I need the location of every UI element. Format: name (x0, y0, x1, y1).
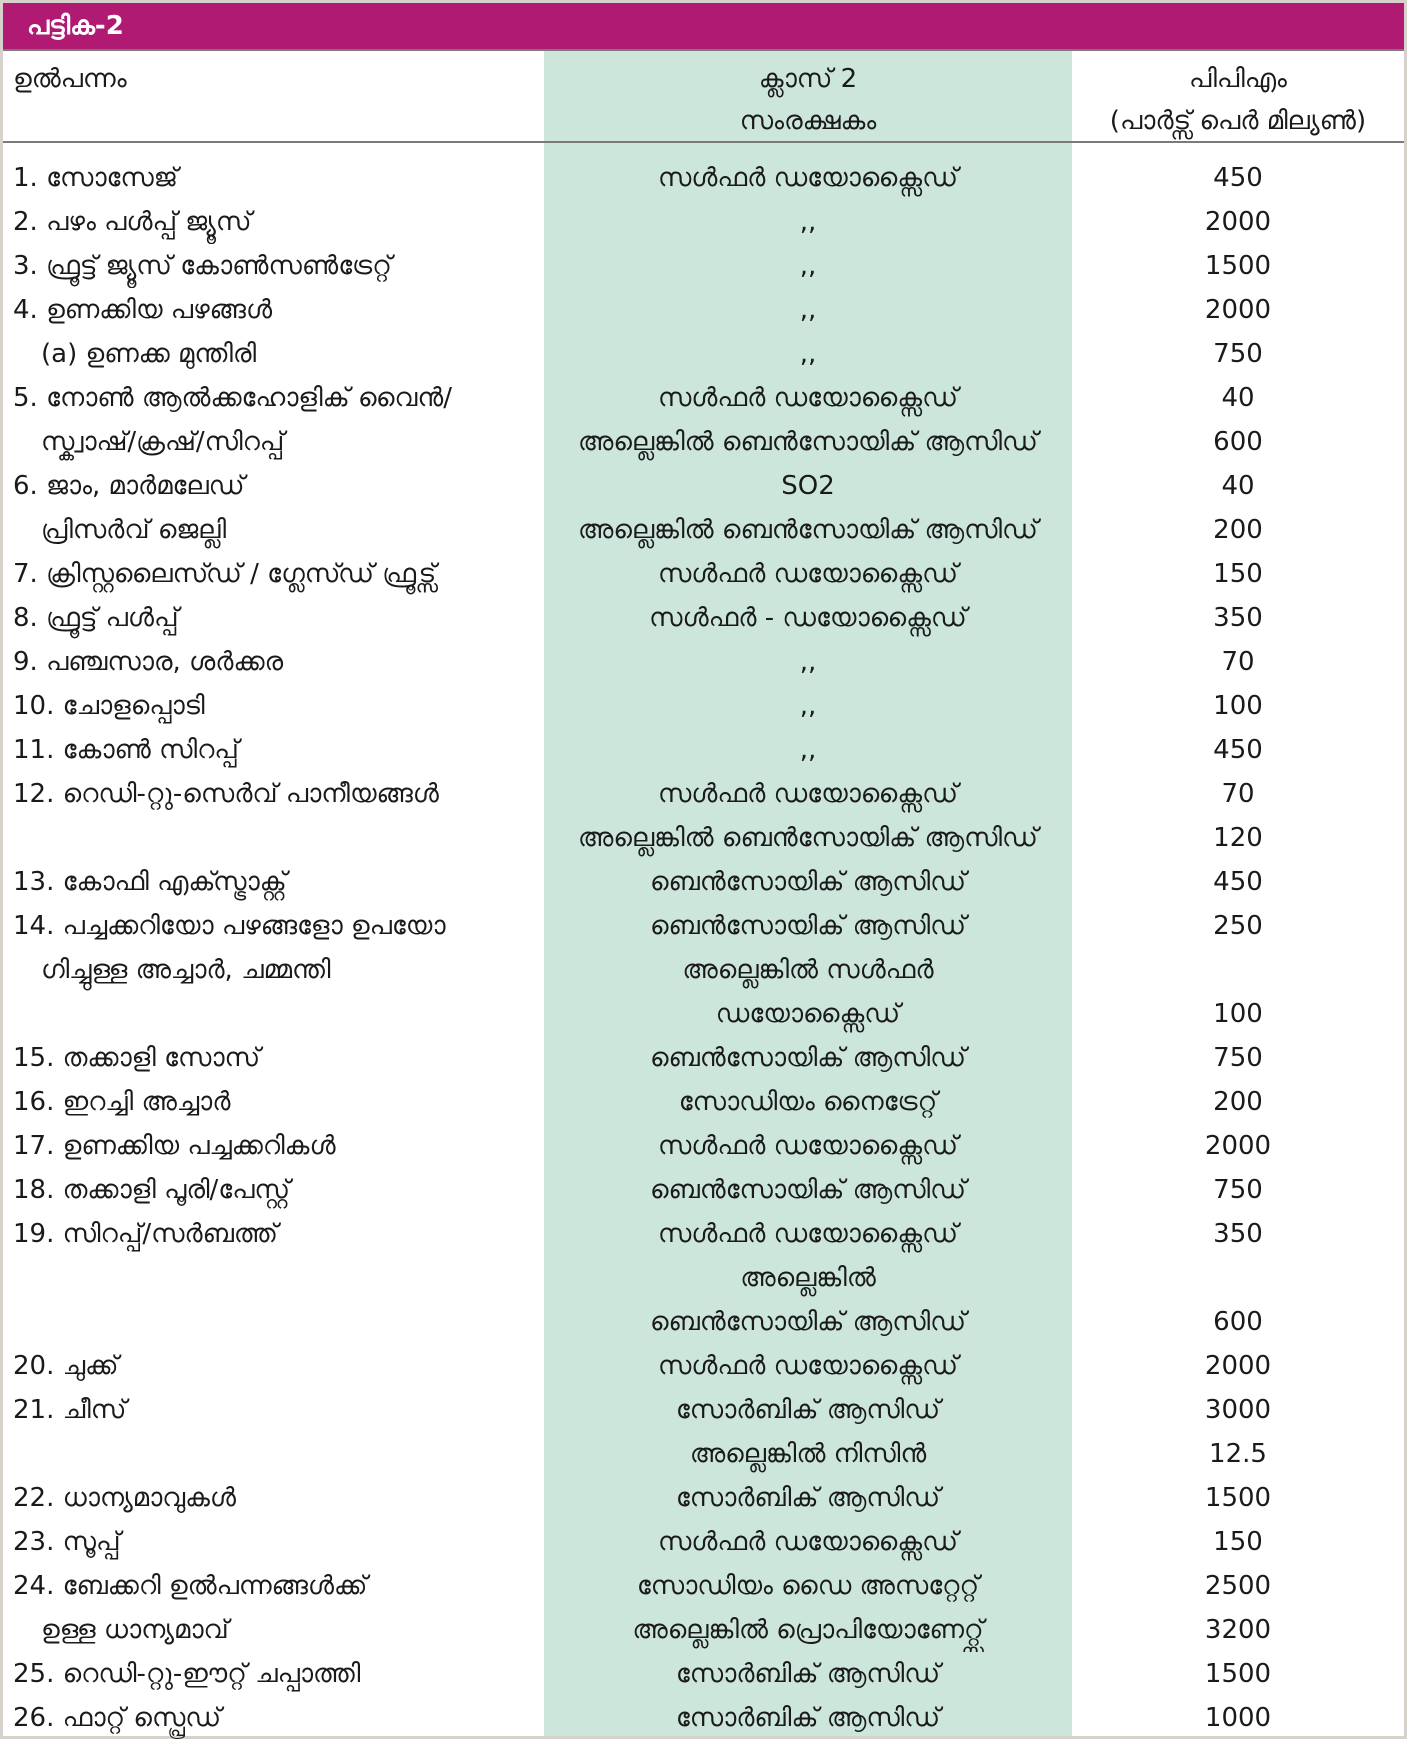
ppm-cell (1072, 1256, 1404, 1300)
product-cell: 14. പച്ചക്കറിയോ പഴങ്ങളോ ഉപയോ (13, 911, 446, 941)
preservative-cell: സൾഫർ ഡയോക്സൈഡ് (657, 163, 959, 193)
header-ppm (1072, 58, 1404, 142)
table-row (3, 1124, 1404, 1168)
ppm-cell: 3000 (1204, 1395, 1272, 1425)
ppm-cell: 600 (1213, 427, 1263, 457)
product-cell: 10. ചോളപ്പൊടി (13, 691, 205, 721)
ppm-cell: 2000 (1204, 1131, 1272, 1161)
product-cell: 21. ചീസ് (13, 1395, 127, 1425)
preservative-cell: ബെൻസോയിക് ആസിഡ് (649, 1043, 967, 1073)
preservative-cell: SO2 (781, 471, 835, 501)
table-row (3, 508, 1404, 552)
preservative-cell: അല്ലെങ്കിൽ ബെൻസോയിക് ആസിഡ് (578, 823, 1038, 853)
product-cell: 25. റെഡി-റ്റു-ഈറ്റ് ചപ്പാത്തി (13, 1659, 361, 1689)
ppm-cell: 600 (1213, 1307, 1263, 1337)
table-row (3, 1520, 1404, 1564)
ppm-cell: 2000 (1204, 207, 1272, 237)
preservative-cell: സൾഫർ ഡയോക്സൈഡ് (657, 779, 959, 809)
table-row (3, 596, 1404, 640)
product-cell: 6. ജാം, മാർമലേഡ് (13, 471, 245, 501)
preservative-cell: ,, (799, 339, 817, 369)
preservative-cell: അല്ലെങ്കിൽ (740, 1263, 876, 1293)
ppm-cell: 750 (1213, 1043, 1263, 1073)
product-cell (13, 1256, 541, 1300)
ppm-cell: 1500 (1204, 1659, 1272, 1689)
product-cell: 18. തക്കാളി പൂരി/പേസ്റ്റ് (13, 1175, 291, 1205)
table-row (3, 684, 1404, 728)
table-row (3, 332, 1404, 376)
preservative-cell: ,, (799, 691, 817, 721)
preservative-cell: സോർബിക് ആസിഡ് (675, 1395, 941, 1425)
table-row (3, 1300, 1404, 1344)
product-cell: 23. സൂപ്പ് (13, 1527, 121, 1557)
preservative-cell: സോർബിക് ആസിഡ് (675, 1659, 941, 1689)
product-cell: 16. ഇറച്ചി അച്ചാർ (13, 1087, 231, 1117)
table-row (3, 816, 1404, 860)
ppm-cell: 2000 (1204, 1351, 1272, 1381)
preservative-cell: ബെൻസോയിക് ആസിഡ് (649, 867, 967, 897)
ppm-cell: 350 (1213, 1219, 1263, 1249)
table-row (3, 1256, 1404, 1300)
product-cell: 7. ക്രിസ്റ്റലൈസ്ഡ് / ഗ്ലേസ്ഡ് ഫ്രൂട്സ് (13, 559, 437, 589)
table-row (3, 640, 1404, 684)
header-top-rule (3, 49, 1404, 51)
ppm-cell: 3200 (1204, 1615, 1272, 1645)
table-title: പട്ടിക-2 (27, 11, 124, 41)
header-preservative-line1: ക്ലാസ് 2 (758, 64, 858, 94)
product-cell: 11. കോൺ സിറപ്പ് (13, 735, 239, 765)
ppm-cell: 450 (1213, 867, 1263, 897)
ppm-cell: 1500 (1204, 251, 1272, 281)
product-cell: 20. ചുക്ക് (13, 1351, 119, 1381)
product-cell (13, 1300, 541, 1344)
product-cell: 3. ഫ്രൂട്ട് ജ്യൂസ് കോൺസൺട്രേറ്റ് (13, 251, 392, 281)
table-row (3, 860, 1404, 904)
preservative-cell: ബെൻസോയിക് ആസിഡ് (649, 1307, 967, 1337)
preservative-cell: സൾഫർ ഡയോക്സൈഡ് (657, 383, 959, 413)
preservative-cell: സൾഫർ ഡയോക്സൈഡ് (657, 1527, 959, 1557)
ppm-cell: 150 (1213, 1527, 1263, 1557)
ppm-cell: 200 (1213, 1087, 1263, 1117)
ppm-cell: 100 (1213, 691, 1263, 721)
table-row (3, 244, 1404, 288)
preservative-cell: സോഡിയം ഡൈ അസറ്റേറ്റ് (636, 1571, 980, 1601)
product-cell: 24. ബേക്കറി ഉൽപന്നങ്ങൾക്ക് (13, 1571, 368, 1601)
table-row (3, 200, 1404, 244)
preservative-cell: അല്ലെങ്കിൽ നിസിൻ (689, 1439, 927, 1469)
ppm-cell: 70 (1221, 647, 1255, 677)
table-row (3, 1036, 1404, 1080)
ppm-cell: 2500 (1204, 1571, 1272, 1601)
table-row (3, 1212, 1404, 1256)
header-preservative-line2: സംരക്ഷകം (739, 106, 877, 136)
preservative-cell: അല്ലെങ്കിൽ ബെൻസോയിക് ആസിഡ് (578, 427, 1038, 457)
preservative-cell: അല്ലെങ്കിൽ സൾഫർ (682, 955, 934, 985)
table-row (3, 288, 1404, 332)
table-row (3, 464, 1404, 508)
preservative-cell: അല്ലെങ്കിൽ ബെൻസോയിക് ആസിഡ് (578, 515, 1038, 545)
header-ppm-line2: (പാർട്സ് പെർ മില്യൺ) (1109, 106, 1367, 136)
product-cell (13, 1432, 541, 1476)
ppm-cell: 750 (1213, 339, 1263, 369)
ppm-cell: 120 (1213, 823, 1263, 853)
table-title-bar (3, 3, 1404, 49)
preservative-cell: ബെൻസോയിക് ആസിഡ് (649, 911, 967, 941)
table-row (3, 1696, 1404, 1740)
product-cell: 26. ഫാറ്റ് സ്പ്രെഡ് (13, 1703, 222, 1733)
preservative-cell: സൾഫർ ഡയോക്സൈഡ് (657, 1131, 959, 1161)
table-row (3, 1564, 1404, 1608)
product-cell: സ്ക്വാഷ്/ക്രഷ്/സിറപ്പ് (41, 427, 285, 457)
preservative-cell: സോർബിക് ആസിഡ് (675, 1703, 941, 1733)
table-row (3, 1652, 1404, 1696)
preservative-cell: അല്ലെങ്കിൽ പ്രൊപിയോണേറ്റ്സ് (632, 1615, 984, 1645)
preservative-cell: ,, (799, 295, 817, 325)
product-cell: ഗിച്ചുള്ള അച്ചാർ, ചമ്മന്തി (41, 955, 331, 985)
product-cell: 22. ധാന്യമാവുകൾ (13, 1483, 236, 1513)
preservative-cell: സൾഫർ ഡയോക്സൈഡ് (657, 1219, 959, 1249)
preservative-cell: സോർബിക് ആസിഡ് (675, 1483, 941, 1513)
table-row (3, 1080, 1404, 1124)
ppm-cell: 100 (1213, 999, 1263, 1029)
table-row (3, 948, 1404, 992)
product-cell: 8. ഫ്രൂട്ട് പൾപ്പ് (13, 603, 179, 633)
ppm-cell: 1000 (1204, 1703, 1272, 1733)
table-row (3, 1388, 1404, 1432)
table-row (3, 728, 1404, 772)
product-cell (13, 992, 541, 1036)
ppm-cell: 250 (1213, 911, 1263, 941)
ppm-cell: 200 (1213, 515, 1263, 545)
product-cell: 17. ഉണക്കിയ പച്ചക്കറികൾ (13, 1131, 336, 1161)
product-cell: (a) ഉണക്ക മുന്തിരി (41, 339, 257, 369)
product-cell: 2. പഴം പൾപ്പ് ജ്യൂസ് (13, 207, 252, 237)
product-cell: 13. കോഫി എക്സ്ട്രാക്റ്റ് (13, 867, 287, 897)
ppm-cell: 350 (1213, 603, 1263, 633)
preservative-cell: ,, (799, 735, 817, 765)
table-row (3, 376, 1404, 420)
preservative-cell: ഡയോക്സൈഡ് (715, 999, 901, 1029)
table-panel (3, 3, 1404, 1736)
product-cell: 19. സിറപ്പ്/സർബത്ത് (13, 1219, 278, 1249)
product-cell: ഉള്ള ധാന്യമാവ് (41, 1615, 229, 1645)
ppm-cell: 1500 (1204, 1483, 1272, 1513)
preservative-cell: ബെൻസോയിക് ആസിഡ് (649, 1175, 967, 1205)
ppm-cell: 150 (1213, 559, 1263, 589)
preservative-cell: സോഡിയം നൈട്രേറ്റ് (678, 1087, 938, 1117)
table-row (3, 156, 1404, 200)
ppm-cell: 450 (1213, 163, 1263, 193)
ppm-cell: 70 (1221, 779, 1255, 809)
product-cell: 12. റെഡി-റ്റു-സെർവ് പാനീയങ്ങൾ (13, 779, 439, 809)
table-row (3, 1432, 1404, 1476)
ppm-cell: 12.5 (1209, 1439, 1267, 1469)
preservative-cell: ,, (799, 251, 817, 281)
ppm-cell: 2000 (1204, 295, 1272, 325)
table-row (3, 904, 1404, 948)
product-cell: പ്രിസർവ് ജെല്ലി (41, 515, 227, 545)
table-row (3, 1608, 1404, 1652)
ppm-cell: 40 (1221, 383, 1255, 413)
header-product-label: ഉൽപന്നം (13, 64, 127, 94)
preservative-cell: ,, (799, 647, 817, 677)
preservative-cell: സൾഫർ ഡയോക്സൈഡ് (657, 1351, 959, 1381)
ppm-cell (1072, 948, 1404, 992)
product-cell (13, 816, 541, 860)
table-row (3, 1476, 1404, 1520)
product-cell: 4. ഉണക്കിയ പഴങ്ങൾ (13, 295, 273, 325)
header-product (13, 58, 533, 100)
table-row (3, 1344, 1404, 1388)
product-cell: 1. സോസേജ് (13, 163, 178, 193)
header-ppm-line1: പിപിഎം (1189, 64, 1287, 94)
header-preservative (544, 58, 1072, 142)
ppm-cell: 40 (1221, 471, 1255, 501)
table-row (3, 772, 1404, 816)
table-row (3, 1168, 1404, 1212)
table-row (3, 992, 1404, 1036)
table-row (3, 552, 1404, 596)
preservative-cell: സൾഫർ - ഡയോക്സൈഡ് (649, 603, 967, 633)
ppm-cell: 450 (1213, 735, 1263, 765)
ppm-cell: 750 (1213, 1175, 1263, 1205)
preservative-cell: ,, (799, 207, 817, 237)
product-cell: 9. പഞ്ചസാര, ശർക്കര (13, 647, 284, 677)
product-cell: 5. നോൺ ആൽക്കഹോളിക് വൈൻ/ (13, 383, 452, 413)
table-row (3, 420, 1404, 464)
preservative-cell: സൾഫർ ഡയോക്സൈഡ് (657, 559, 959, 589)
table-body (3, 156, 1404, 1740)
product-cell: 15. തക്കാളി സോസ് (13, 1043, 261, 1073)
